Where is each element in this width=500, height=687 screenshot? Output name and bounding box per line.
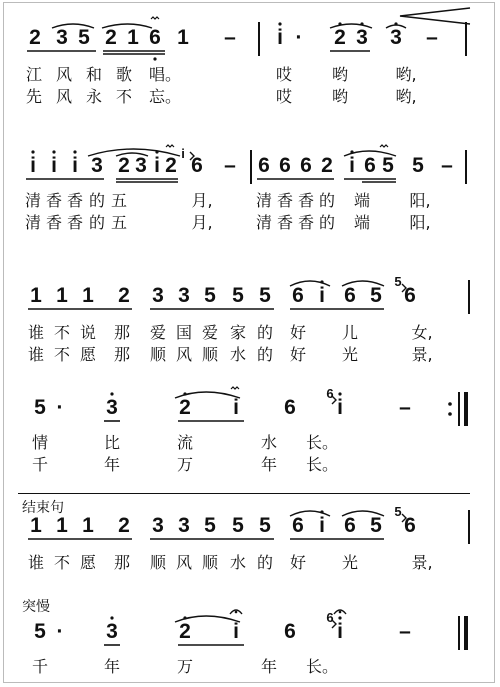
note: 6 — [279, 154, 291, 177]
note: 1 — [56, 284, 68, 307]
note: 6 — [292, 514, 304, 537]
note: – — [399, 620, 411, 643]
note: 2 — [179, 396, 191, 419]
notes-row — [0, 274, 500, 310]
note: 1 — [56, 514, 68, 537]
notes-row — [0, 386, 500, 422]
tempo-label: 突慢 — [22, 599, 50, 615]
note: 6 — [149, 26, 161, 49]
note: 3 — [135, 154, 147, 177]
note: 2 — [118, 514, 130, 537]
note: 1 — [82, 284, 94, 307]
note: 6 — [364, 154, 376, 177]
note: 3 — [106, 620, 118, 643]
note: 2 — [165, 154, 177, 177]
lyrics-verse-2: 千 年 万 年 长。 — [31, 455, 339, 474]
note: 1 — [82, 514, 94, 537]
note: 6 — [404, 514, 416, 537]
notes-row — [0, 22, 500, 52]
grace-note: i — [181, 146, 185, 161]
note: – — [224, 26, 236, 49]
note: 5 — [232, 514, 244, 537]
note: – — [224, 154, 236, 177]
lyrics-verse-1: 千 年 万 年 长。 — [31, 657, 339, 676]
note: i — [72, 154, 78, 177]
note: i — [233, 620, 239, 643]
final-barline — [464, 616, 468, 650]
note: i — [30, 154, 36, 177]
note: i — [277, 26, 283, 49]
note: 2 — [179, 620, 191, 643]
note: – — [441, 154, 453, 177]
note: 5 — [382, 154, 394, 177]
note: i — [51, 154, 57, 177]
note: 3 — [152, 284, 164, 307]
note: 2 — [118, 284, 130, 307]
note: 3 — [106, 396, 118, 419]
lyrics-verse-2: 先 风 永 不 忘。 哎 哟 哟, — [25, 87, 417, 106]
note: 5 — [204, 514, 216, 537]
note: i — [337, 396, 343, 419]
note: 3 — [152, 514, 164, 537]
note: 6 — [344, 284, 356, 307]
barline — [458, 616, 460, 650]
note: i — [349, 154, 355, 177]
note: – — [399, 396, 411, 419]
lyrics-verse-2: 清 香 香 的 五 月, 清 香 香 的 端 阳, — [24, 213, 431, 232]
note: 2 — [334, 26, 346, 49]
note: 6 — [284, 620, 296, 643]
note: 6 — [344, 514, 356, 537]
section-divider — [18, 493, 470, 494]
lyrics-verse-1: 情 比 流 水 长。 — [31, 433, 339, 452]
note: i — [319, 284, 325, 307]
grace-note: 6 — [326, 610, 334, 625]
note: 2 — [321, 154, 333, 177]
note: 3 — [178, 514, 190, 537]
note: 6 — [292, 284, 304, 307]
note: 2 — [105, 26, 117, 49]
note: 2 — [118, 154, 130, 177]
lyrics-verse-1: 谁 不 说 那 爱 国 爱 家 的 好 儿 女, — [27, 323, 433, 342]
note: 3 — [91, 154, 103, 177]
note: 2 — [29, 26, 41, 49]
note: 1 — [177, 26, 189, 49]
note: 3 — [56, 26, 68, 49]
note: i — [319, 514, 325, 537]
ending-label: 结束句 — [22, 500, 64, 516]
notes-row — [0, 610, 500, 646]
note: 5 — [34, 396, 46, 419]
lyrics-verse-1: 谁 不 愿 那 顺 风 顺 水 的 好 光 景, — [27, 553, 433, 572]
note: 5 — [259, 284, 271, 307]
barline — [250, 150, 252, 184]
note: · — [295, 26, 303, 49]
final-barline — [464, 392, 468, 426]
note: · — [56, 396, 64, 419]
grace-note: 5 — [394, 274, 402, 289]
note: 6 — [191, 154, 203, 177]
note: 1 — [30, 514, 42, 537]
note: 6 — [300, 154, 312, 177]
note: 5 — [34, 620, 46, 643]
lyrics-verse-2: 谁 不 愿 那 顺 风 顺 水 的 好 光 景, — [27, 345, 433, 364]
note: 3 — [356, 26, 368, 49]
barline — [465, 150, 467, 184]
barline — [468, 280, 470, 314]
note: 5 — [412, 154, 424, 177]
note: – — [426, 26, 438, 49]
barline — [458, 392, 460, 426]
note: · — [56, 620, 64, 643]
note: 1 — [127, 26, 139, 49]
barline — [465, 22, 467, 56]
note: 5 — [232, 284, 244, 307]
note: 5 — [259, 514, 271, 537]
lyrics-verse-1: 清 香 香 的 五 月, 清 香 香 的 端 阳, — [24, 191, 431, 210]
note: 5 — [370, 284, 382, 307]
note: 6 — [284, 396, 296, 419]
barline — [468, 510, 470, 544]
lyrics-verse-1: 江 风 和 歌 唱。 哎 哟 哟, — [25, 65, 417, 84]
note: 1 — [30, 284, 42, 307]
note: i — [154, 154, 160, 177]
barline — [258, 22, 260, 56]
note: 5 — [370, 514, 382, 537]
note: 5 — [78, 26, 90, 49]
notes-row — [0, 146, 500, 180]
note: 5 — [204, 284, 216, 307]
grace-note: 6 — [326, 386, 334, 401]
note: 6 — [404, 284, 416, 307]
note: 3 — [178, 284, 190, 307]
note: 3 — [390, 26, 402, 49]
note: i — [233, 396, 239, 419]
grace-note: 5 — [394, 504, 402, 519]
note: i — [337, 620, 343, 643]
note: 6 — [258, 154, 270, 177]
